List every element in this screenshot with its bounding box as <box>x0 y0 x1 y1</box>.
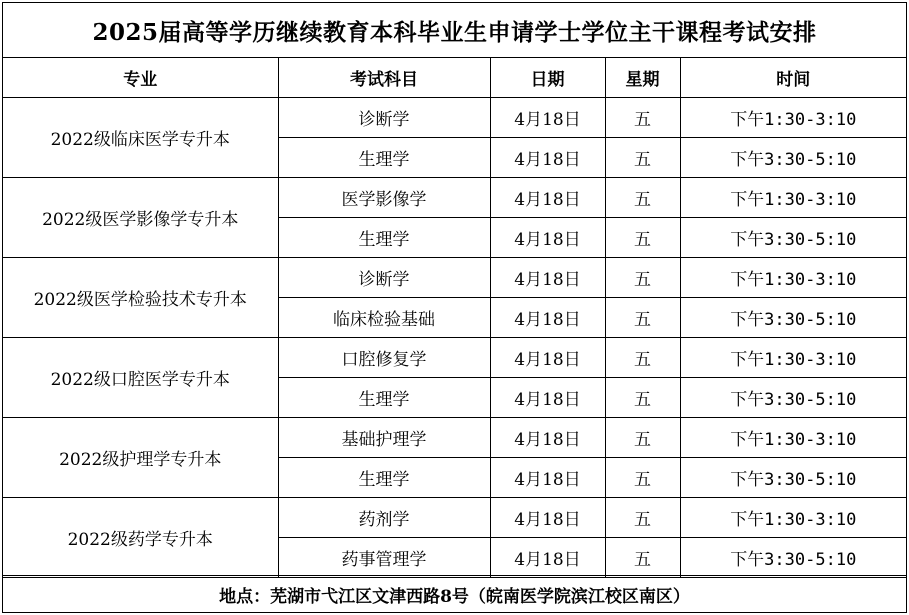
weekday-cell: 五 <box>605 298 680 338</box>
course-cell: 诊断学 <box>278 258 490 298</box>
weekday-cell: 五 <box>605 178 680 218</box>
date-cell: 4月18日 <box>490 178 605 218</box>
schedule-table <box>3 58 906 578</box>
date-cell: 4月18日 <box>490 138 605 178</box>
header-course: 考试科目 <box>278 58 490 98</box>
table-row <box>3 498 906 538</box>
weekday-cell: 五 <box>605 378 680 418</box>
location-footer: 地点：芜湖市弋江区文津西路8号（皖南医学院滨江校区南区） <box>3 575 906 612</box>
table-header-row <box>3 58 906 98</box>
header-major: 专业 <box>3 58 278 98</box>
course-cell: 基础护理学 <box>278 418 490 458</box>
date-cell: 4月18日 <box>490 338 605 378</box>
date-cell: 4月18日 <box>490 538 605 578</box>
time-cell: 下午3:30-5:10 <box>680 378 906 418</box>
date-cell: 4月18日 <box>490 378 605 418</box>
weekday-cell: 五 <box>605 98 680 138</box>
time-cell: 下午1:30-3:10 <box>680 258 906 298</box>
course-cell: 医学影像学 <box>278 178 490 218</box>
time-cell: 下午3:30-5:10 <box>680 538 906 578</box>
weekday-cell: 五 <box>605 418 680 458</box>
date-cell: 4月18日 <box>490 98 605 138</box>
exam-schedule-sheet <box>2 2 907 613</box>
weekday-cell: 五 <box>605 258 680 298</box>
course-cell: 生理学 <box>278 218 490 258</box>
course-cell: 药事管理学 <box>278 538 490 578</box>
date-cell: 4月18日 <box>490 458 605 498</box>
page-title: 2025届高等学历继续教育本科毕业生申请学士学位主干课程考试安排 <box>3 3 906 58</box>
time-cell: 下午1:30-3:10 <box>680 418 906 458</box>
major-cell: 2022级护理学专升本 <box>3 418 278 498</box>
major-cell: 2022级临床医学专升本 <box>3 98 278 178</box>
table-row <box>3 98 906 138</box>
header-time: 时间 <box>680 58 906 98</box>
header-weekday: 星期 <box>605 58 680 98</box>
course-cell: 临床检验基础 <box>278 298 490 338</box>
major-cell: 2022级口腔医学专升本 <box>3 338 278 418</box>
weekday-cell: 五 <box>605 458 680 498</box>
header-date: 日期 <box>490 58 605 98</box>
weekday-cell: 五 <box>605 138 680 178</box>
time-cell: 下午3:30-5:10 <box>680 218 906 258</box>
weekday-cell: 五 <box>605 498 680 538</box>
course-cell: 生理学 <box>278 378 490 418</box>
time-cell: 下午1:30-3:10 <box>680 178 906 218</box>
course-cell: 口腔修复学 <box>278 338 490 378</box>
course-cell: 生理学 <box>278 458 490 498</box>
date-cell: 4月18日 <box>490 298 605 338</box>
weekday-cell: 五 <box>605 218 680 258</box>
time-cell: 下午1:30-3:10 <box>680 98 906 138</box>
time-cell: 下午3:30-5:10 <box>680 138 906 178</box>
date-cell: 4月18日 <box>490 218 605 258</box>
date-cell: 4月18日 <box>490 498 605 538</box>
date-cell: 4月18日 <box>490 418 605 458</box>
time-cell: 下午3:30-5:10 <box>680 458 906 498</box>
major-cell: 2022级医学检验技术专升本 <box>3 258 278 338</box>
course-cell: 药剂学 <box>278 498 490 538</box>
time-cell: 下午1:30-3:10 <box>680 338 906 378</box>
course-cell: 生理学 <box>278 138 490 178</box>
table-row <box>3 418 906 458</box>
time-cell: 下午1:30-3:10 <box>680 498 906 538</box>
course-cell: 诊断学 <box>278 98 490 138</box>
weekday-cell: 五 <box>605 338 680 378</box>
time-cell: 下午3:30-5:10 <box>680 298 906 338</box>
date-cell: 4月18日 <box>490 258 605 298</box>
table-row <box>3 338 906 378</box>
table-row <box>3 178 906 218</box>
weekday-cell: 五 <box>605 538 680 578</box>
table-row <box>3 258 906 298</box>
major-cell: 2022级医学影像学专升本 <box>3 178 278 258</box>
major-cell: 2022级药学专升本 <box>3 498 278 578</box>
